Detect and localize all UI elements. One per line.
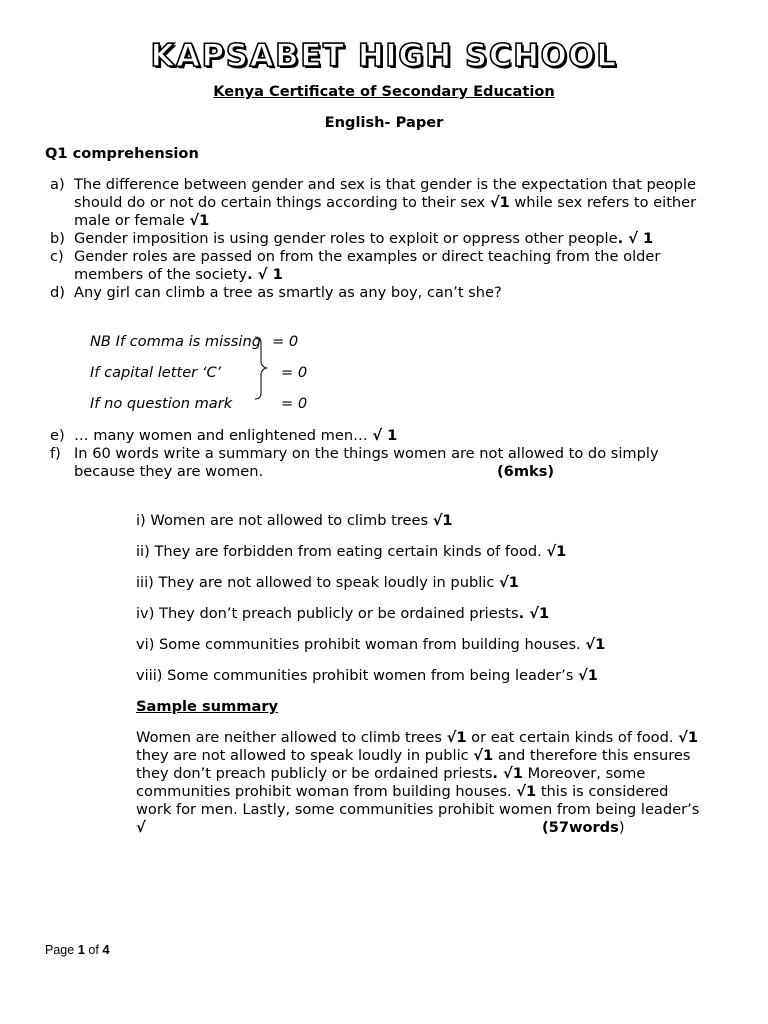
page-number: 1 [77, 942, 85, 957]
point-3 [136, 574, 519, 592]
sample-line-1b: or eat certain kinds of food. [466, 729, 679, 746]
question-e-answer: … many women and enlightened men… [74, 427, 373, 444]
question-c-answer: members of the society [74, 266, 248, 283]
nb-rule-3: If no question mark [90, 395, 233, 412]
question-a-line2-rest: while sex refers to either [509, 194, 697, 211]
point-3-text: iii) They are not allowed to speak loudly in public [136, 574, 499, 591]
sample-line-1a: Women are neither allowed to climb trees [136, 729, 447, 746]
school-title: KAPSABET HIGH SCHOOL [150, 38, 618, 74]
sample-mark-6: √ [136, 819, 146, 836]
point-6-text: viii) Some communities prohibit women from being leader’s [136, 667, 579, 684]
question-f-marks: (6mks) [497, 463, 555, 480]
sample-summary-heading: Sample summary [136, 698, 279, 715]
sample-line-2 [136, 747, 691, 765]
question-a-label: a) [50, 176, 65, 193]
page-word: Page [45, 943, 75, 957]
sample-line-3 [136, 765, 645, 783]
question-e-text [74, 427, 397, 445]
question-c-line2 [74, 266, 283, 284]
exam-title: Kenya Certificate of Secondary Education [213, 83, 555, 100]
sample-line-2a: they are not allowed to speak loudly in public [136, 747, 474, 764]
point-1-text: i) Women are not allowed to climb trees [136, 512, 433, 529]
sample-line-4 [136, 783, 668, 801]
question-a-line3 [74, 212, 209, 230]
section-title: Q1 comprehension [45, 145, 199, 162]
nb-rule-3-value: = 0 [281, 395, 308, 412]
point-5-mark: √1 [585, 636, 606, 653]
point-4-text: iv) They don’t preach publicly or be ordained priests [136, 605, 519, 622]
sample-line-4a: communities prohibit woman from building houses. [136, 783, 517, 800]
sample-line-3b: Moreover, some [522, 765, 646, 782]
question-a-line2 [74, 194, 696, 212]
question-f-label: f) [50, 445, 61, 462]
nb-rule-1-value: = 0 [272, 333, 299, 350]
sample-line-4b: this is considered [536, 783, 669, 800]
question-c-line1: Gender roles are passed on from the examples or direct teaching from the older [74, 248, 661, 265]
nb-rule-1: NB If comma is missing [90, 333, 261, 350]
point-2-text: ii) They are forbidden from eating certain kinds of food. [136, 543, 547, 560]
point-3-mark: √1 [498, 574, 519, 591]
nb-rule-2-value: = 0 [281, 364, 308, 381]
question-a-line1: The difference between gender and sex is that gender is the expectation that people [74, 176, 696, 193]
of-word: of [88, 943, 99, 957]
question-e-label: e) [50, 427, 65, 444]
point-2-mark: √1 [546, 543, 567, 560]
point-6-mark: √1 [578, 667, 598, 684]
sample-mark-4: . √1 [492, 765, 523, 782]
sample-line-1 [136, 729, 698, 747]
question-a-mark-2: √1 [189, 212, 210, 229]
question-a-mark-1: √1 [489, 194, 510, 211]
sample-mark-3: √1 [473, 747, 494, 764]
question-b-label: b) [50, 230, 65, 247]
page-total: 4 [102, 942, 110, 957]
question-c-mark: . √ 1 [247, 266, 283, 283]
word-count-value: (57words [542, 819, 619, 836]
point-5 [136, 636, 605, 654]
word-count [542, 819, 625, 837]
point-1 [136, 512, 453, 530]
sample-line-3a: they don’t preach publicly or be ordained priests [136, 765, 493, 782]
point-4 [136, 605, 549, 623]
sample-mark-1: √1 [446, 729, 467, 746]
question-c-label: c) [50, 248, 64, 265]
question-d-label: d) [50, 284, 65, 301]
paper-title: English- Paper [324, 114, 444, 131]
question-f-line2: because they are women. [74, 463, 264, 480]
word-count-close: ) [618, 819, 625, 836]
brace-icon [253, 335, 273, 401]
point-4-mark: . √1 [518, 605, 550, 622]
question-b-text [74, 230, 653, 248]
question-e-mark: √ 1 [372, 427, 398, 444]
point-5-text: vi) Some communities prohibit woman from building houses. [136, 636, 586, 653]
sample-mark-2: √1 [678, 729, 699, 746]
sample-line-5: work for men. Lastly, some communities prohibit women from being leader’s [136, 801, 700, 818]
question-f-line1: In 60 words write a summary on the things women are not allowed to do simply [74, 445, 659, 462]
question-a-line3-text: male or female [74, 212, 185, 229]
page-footer [45, 942, 110, 957]
point-1-mark: √1 [432, 512, 453, 529]
question-a-line2-text: should do or not do certain things according to their sex [74, 194, 486, 211]
point-6 [136, 667, 598, 685]
question-b-answer: Gender imposition is using gender roles to exploit or oppress other people [74, 230, 618, 247]
sample-line-2b: and therefore this ensures [493, 747, 691, 764]
sample-mark-5: √1 [516, 783, 537, 800]
nb-rule-2: If capital letter ‘C’ [90, 364, 221, 381]
question-d-text: Any girl can climb a tree as smartly as any boy, can’t she? [74, 284, 502, 301]
question-b-mark: . √ 1 [617, 230, 654, 247]
point-2 [136, 543, 566, 561]
